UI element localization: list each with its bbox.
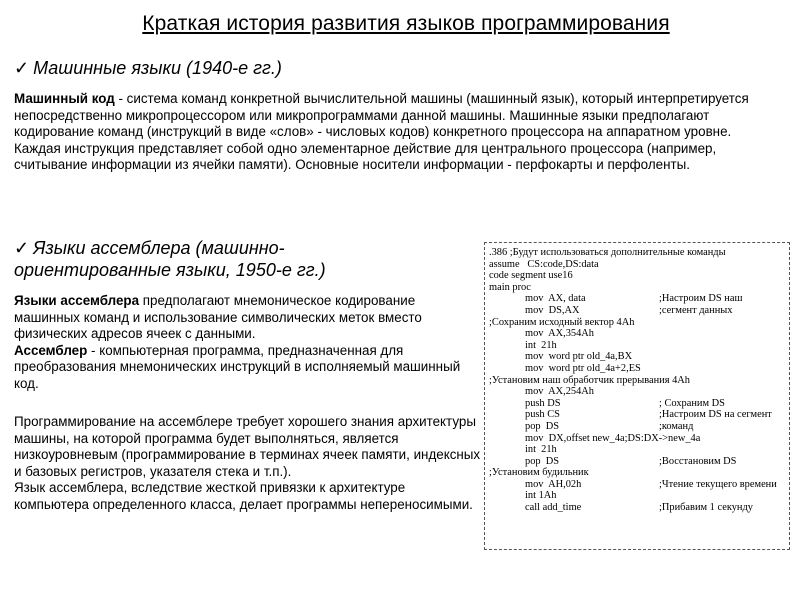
code-line <box>489 270 789 282</box>
code-instruction: mov word ptr old_4a+2,ES <box>525 362 641 374</box>
assembly-code-listing <box>484 242 790 550</box>
code-instruction: push CS <box>525 409 560 421</box>
code-line <box>489 282 789 294</box>
section2-text2: - компьютерная программа, предназначенная для преобразования мнемонических инструкций в исполняемый машинный код. <box>14 342 461 391</box>
code-instruction: ;Установим будильник <box>489 467 589 479</box>
page-title: Краткая история развития языков программирования <box>142 12 670 35</box>
code-instruction: ;Сохраним исходный вектор 4Ah <box>489 316 635 328</box>
code-instruction: mov AX,354Ah <box>525 328 594 340</box>
code-instruction: call add_time <box>525 502 582 514</box>
code-line <box>489 444 789 456</box>
code-instruction: main proc <box>489 281 531 293</box>
code-line <box>489 421 789 433</box>
code-instruction: pop DS <box>525 420 560 432</box>
code-instruction: push DS <box>525 397 561 409</box>
code-line <box>489 433 789 445</box>
section2-heading <box>14 237 414 281</box>
code-instruction: int 21h <box>525 339 557 351</box>
code-comment: ;Прибавим 1 секунду <box>659 502 753 514</box>
section2-para2: Программирование на ассемблере требует хорошего знания архитектуры машины, на которой программа будет выполняться, является низкоуровневым (программирование в терминах ячеек памяти, индексных и базовых регистров, указателя стека и т.п.). <box>14 414 481 479</box>
code-comment: ;сегмент данных <box>659 304 733 316</box>
section1-paragraph <box>14 91 774 174</box>
code-line <box>489 398 789 410</box>
code-instruction: mov DS,AX <box>525 304 580 316</box>
code-line <box>489 328 789 340</box>
code-line <box>489 375 789 387</box>
code-line <box>489 409 789 421</box>
code-comment: ;Настроим DS на сегмент <box>659 409 772 421</box>
code-instruction: pop DS <box>525 455 560 467</box>
code-instruction: int 1Ah <box>525 490 557 502</box>
section2-para3: Язык ассемблера, вследствие жесткой привязки к архитектуре компьютера определенного класса, делает программы непереносимыми. <box>14 480 473 512</box>
code-instruction: mov AX,254Ah <box>525 386 594 398</box>
code-instruction: assume CS:code,DS:data <box>489 258 599 270</box>
code-instruction: mov word ptr old_4a,BX <box>525 351 633 363</box>
code-line <box>489 386 789 398</box>
code-instruction: .386 ;Будут использоваться дополнительные команды <box>489 247 726 258</box>
code-line <box>489 479 789 491</box>
code-line <box>489 363 789 375</box>
code-line <box>489 456 789 468</box>
code-line <box>489 502 789 514</box>
section2-heading-line1: Языки ассемблера (машинно- <box>33 238 285 258</box>
code-instruction: code segment use16 <box>489 270 573 282</box>
code-line <box>489 467 789 479</box>
section1-heading-text: Машинные языки (1940-е гг.) <box>33 58 282 78</box>
code-instruction: int 21h <box>525 444 557 456</box>
code-comment: ;Чтение текущего времени <box>659 478 777 490</box>
section2-paragraph1 <box>14 293 484 393</box>
code-instruction: mov AH,02h <box>525 478 582 490</box>
code-line <box>489 247 789 259</box>
code-instruction: mov DX,offset new_4a;DS:DX->new_4a <box>525 432 701 444</box>
term-machine-code: Машинный код <box>14 91 115 106</box>
section2-text1: предполагают мнемоническое кодирование машинных команд и использование символических меток вместо физических адресов ячеек с данными. <box>14 293 422 342</box>
checkmark-icon: ✓ <box>14 238 30 258</box>
section1-heading <box>14 57 282 79</box>
code-line <box>489 293 789 305</box>
term-assembly-languages: Языки ассемблера <box>14 293 140 308</box>
code-line <box>489 259 789 271</box>
code-instruction: mov AX, data <box>525 293 586 305</box>
checkmark-icon: ✓ <box>14 58 30 78</box>
section1-text: - система команд конкретной вычислительной машины (машинный язык), который интерпретируется непосредственно микропроцессором или микропрограммами данной машины. Машинные языки предполагают кодирование команд (инструкций в виде «слов» - числовых кодов) конкретного процессора на аппаратном уровне. Каждая инструкция представляет собой одно элементарное действие для центрального процессора (например, считывание информации из ячейки памяти). Основные носители информации - перфокарты и перфоленты. <box>14 91 749 173</box>
code-line <box>489 340 789 352</box>
code-line <box>489 490 789 502</box>
section2-heading-line2: ориентированные языки, 1950-е гг.) <box>14 260 326 280</box>
code-comment: ;Восстановим DS <box>659 455 737 467</box>
code-line <box>489 317 789 329</box>
code-comment: ;Настроим DS наш <box>659 293 743 305</box>
code-comment: ; Сохраним DS <box>659 397 725 409</box>
section2-paragraph2 <box>14 414 482 514</box>
code-comment: ;команд <box>659 420 694 432</box>
code-instruction: ;Установим наш обработчик прерывания 4Ah <box>489 374 690 386</box>
code-line <box>489 351 789 363</box>
term-assembler: Ассемблер <box>14 342 88 358</box>
code-line <box>489 305 789 317</box>
